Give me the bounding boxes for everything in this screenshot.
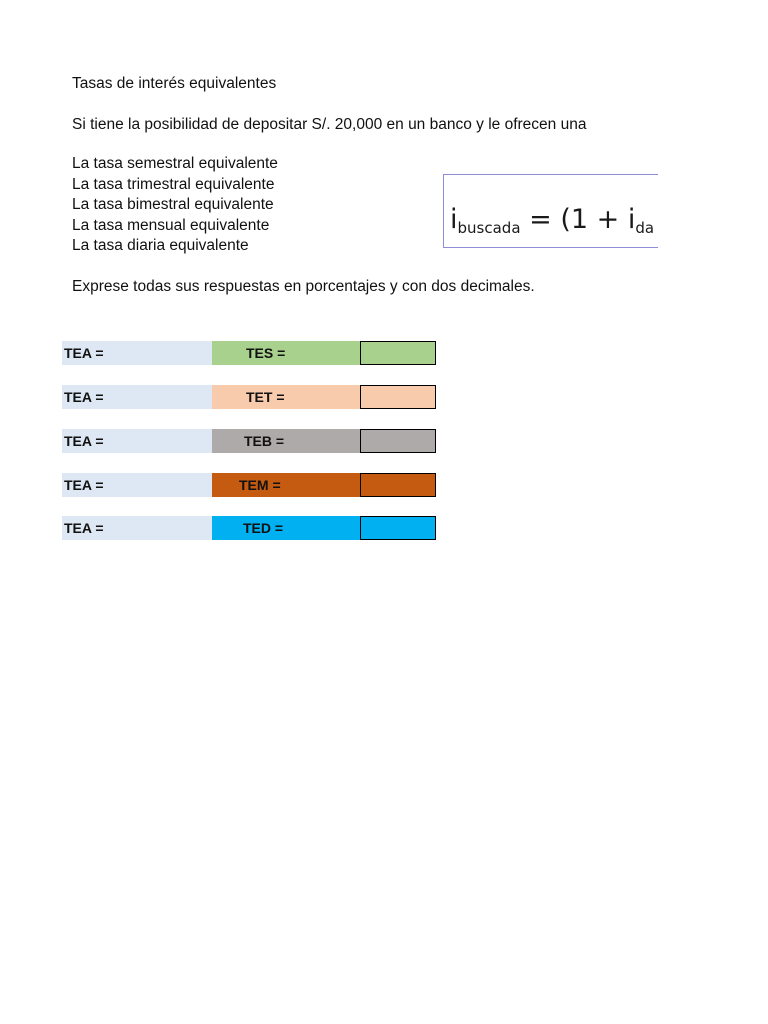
- tes-answer-cell[interactable]: [360, 341, 436, 365]
- tea-label: TEA =: [62, 429, 212, 453]
- answer-row-tes: [62, 341, 436, 365]
- answer-row-tem: [62, 473, 436, 497]
- question-item-trimestral: La tasa trimestral equivalente: [72, 175, 275, 193]
- tes-label: TES =: [212, 341, 360, 365]
- tet-answer-cell[interactable]: [360, 385, 436, 409]
- tet-label: TET =: [212, 385, 360, 409]
- tem-answer-cell[interactable]: [360, 473, 436, 497]
- formula-lhs-subscript: buscada: [457, 219, 521, 237]
- question-list: [72, 154, 278, 257]
- answer-row-teb: [62, 429, 436, 453]
- equivalent-rate-formula: [450, 204, 654, 244]
- formula-box: [443, 174, 658, 248]
- answer-row-tet: [62, 385, 436, 409]
- instructions: Exprese todas sus respuestas en porcentajes y con dos decimales.: [72, 278, 535, 295]
- formula-lhs: i: [450, 204, 458, 235]
- answer-row-ted: [62, 516, 436, 540]
- ted-label: TED =: [212, 516, 360, 540]
- formula-rhs-subscript: da: [635, 219, 655, 237]
- question-item-diaria: La tasa diaria equivalente: [72, 237, 249, 254]
- tea-label: TEA =: [62, 385, 212, 409]
- ted-answer-cell[interactable]: [360, 516, 436, 540]
- question-item-bimestral: La tasa bimestral equivalente: [72, 196, 274, 213]
- teb-label: TEB =: [212, 429, 360, 453]
- tem-label: TEM =: [212, 473, 360, 497]
- worksheet-title: Tasas de interés equivalentes: [72, 75, 277, 92]
- formula-rhs: = (1 + i: [529, 204, 636, 235]
- tea-label: TEA =: [62, 473, 212, 497]
- teb-answer-cell[interactable]: [360, 429, 436, 453]
- problem-statement: Si tiene la posibilidad de depositar S/. 20,000 en un banco y le ofrecen una: [72, 116, 587, 133]
- question-item-semestral: La tasa semestral equivalente: [72, 155, 278, 172]
- tea-label: TEA =: [62, 341, 212, 365]
- tea-label: TEA =: [62, 516, 212, 540]
- question-item-mensual: La tasa mensual equivalente: [72, 216, 270, 234]
